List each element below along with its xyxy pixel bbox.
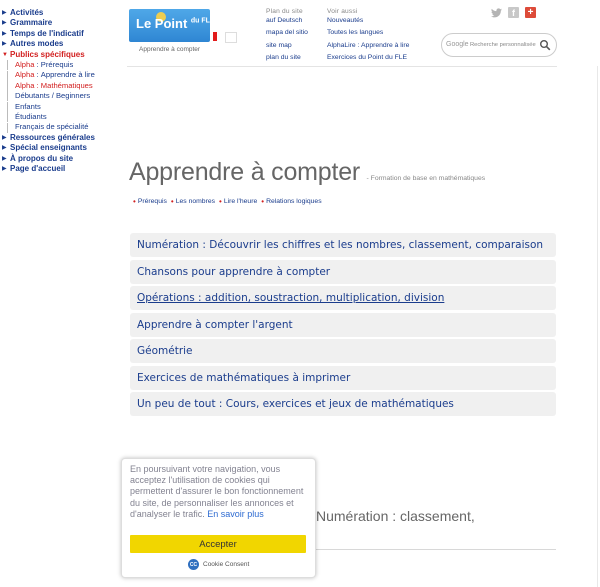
section-list [130,233,556,419]
plan-du-site-heading: Plan du site [266,8,303,15]
tree-line [7,81,14,91]
page-title: Apprendre à compter [129,158,361,186]
accept-cookies-button[interactable]: Accepter [130,535,306,553]
submenu-item-alpha-mathematiques[interactable]: Alpha : Mathématiques [2,81,120,91]
link-exercices-point-du-fle[interactable]: Exercices du Point du FLE [327,53,408,61]
right-border [597,66,598,587]
section-geometrie[interactable]: Géométrie [130,339,556,363]
section-heading-numeration: Numération : classement, [316,508,475,524]
triangle-right-icon: ▶ [2,166,7,173]
header-divider [127,66,557,67]
tree-line [7,71,14,81]
tree-line [7,123,14,133]
cookie-consent-banner [121,458,316,578]
section-exercices-imprimer[interactable]: Exercices de mathématiques à imprimer [130,366,556,390]
triangle-right-icon: ▶ [2,30,7,37]
voir-aussi-heading: Voir aussi [327,8,358,15]
anchor-prerequis[interactable]: • Prérequis [133,197,167,206]
menu-item-ressources-generales[interactable]: ▶ Ressources générales [2,132,95,142]
menu-item-page-accueil[interactable]: ▶ Page d'accueil [2,164,66,174]
triangle-right-icon: ▶ [2,145,7,152]
site-logo-link[interactable] [129,9,215,42]
language-flag-icon[interactable] [213,32,217,41]
link-toutes-les-langues[interactable]: Toutes les langues [327,29,384,37]
triangle-right-icon: ▶ [2,155,7,162]
link-plan-du-site[interactable]: plan du site [266,53,301,61]
section-operations[interactable]: Opérations : addition, soustraction, multiplication, division [130,286,556,310]
left-navigation-menu [2,8,120,175]
facebook-icon[interactable]: f [508,7,519,18]
bullet-icon: • [219,197,222,206]
submenu-item-debutants[interactable]: Débutants / Beginners [2,91,120,101]
tree-line [7,102,14,112]
link-auf-deutsch[interactable]: auf Deutsch [266,17,303,24]
triangle-right-icon: ▶ [2,20,7,27]
menu-item-special-enseignants[interactable]: ▶ Spécial enseignants [2,143,87,153]
link-nouveautes[interactable]: Nouveautés [327,17,364,24]
language-flag-icon[interactable] [225,32,237,43]
cookie-message: En poursuivant votre navigation, vous acceptez l'utilisation de cookies qui permettent d'assurer le bon fonctionnement du site, de personnaliser les annonces et d'analyser le trafic. En savoir plus [130,464,304,519]
menu-item-grammaire[interactable]: ▶ Grammaire [2,18,53,28]
submenu-item-francais-specialite[interactable]: Français de spécialité [2,122,120,132]
bullet-icon: • [261,197,265,206]
menu-item-a-propos[interactable]: ▶ À propos du site [2,153,74,163]
menu-item-publics-specifiques[interactable]: ▼ Publics spécifiques [2,49,85,59]
title-row [129,158,485,187]
section-argent[interactable]: Apprendre à compter l'argent [130,313,556,337]
anchor-les-nombres[interactable]: • Les nombres [170,197,216,206]
link-site-map[interactable]: site map [266,41,292,49]
twitter-icon[interactable] [491,7,502,18]
site-search [441,33,557,57]
logo-caption: Apprendre à compter [139,46,201,53]
menu-item-temps-indicatif[interactable]: ▶ Temps de l'indicatif [2,28,84,38]
cookie-consent-brand[interactable]: CC Cookie Consent [189,561,250,568]
submenu-item-enfants[interactable]: Enfants [2,102,120,112]
submenu-item-etudiants[interactable]: Étudiants [2,112,120,122]
google-brand: Google [446,41,469,48]
bullet-icon: • [133,197,136,206]
search-icon[interactable] [539,39,551,51]
twitter-bird-icon [491,8,502,18]
cookie-consent-logo-icon: CC [188,559,199,570]
anchor-lire-l-heure[interactable]: • Lire l'heure [219,197,258,206]
triangle-right-icon: ▶ [2,134,7,141]
tree-line [7,91,14,101]
triangle-right-icon: ▶ [2,41,7,48]
google-plus-icon[interactable]: + [525,7,536,18]
link-alphalire[interactable]: AlphaLire : Apprendre à lire [327,41,410,49]
voir-aussi-links [327,15,409,64]
cookie-learn-more-link[interactable]: En savoir plus [207,508,264,519]
menu-item-autres-modes[interactable]: ▶ Autres modes [2,39,64,49]
triangle-right-icon: ▶ [2,10,7,16]
triangle-down-icon: ▼ [2,51,8,58]
section-chansons[interactable]: Chansons pour apprendre à compter [130,260,556,284]
section-un-peu-de-tout[interactable]: Un peu de tout : Cours, exercices et jeux de mathématiques [130,392,556,416]
menu-item-activites[interactable]: ▶ Activités [2,8,44,17]
submenu-item-alpha-lire[interactable]: Alpha : Apprendre à lire [2,70,120,80]
tree-line [7,112,14,122]
search-input[interactable] [470,38,542,52]
page-subtitle: - Formation de base en mathématiques [366,175,486,182]
anchor-links [133,197,322,206]
bullet-icon: • [170,197,174,206]
logo-text: Le Point $^{du FLE}$ [136,16,215,31]
plan-du-site-links [266,15,308,64]
tree-line [7,60,14,70]
section-numeration[interactable]: Numération : Découvrir les chiffres et les nombres, classement, comparaison [130,233,556,257]
social-links [491,7,536,18]
link-mapa-del-sitio[interactable]: mapa del sitio [266,29,308,37]
submenu-item-alpha-prerequis[interactable]: Alpha : Prérequis [2,60,120,70]
anchor-relations-logiques[interactable]: • Relations logiques [261,197,322,206]
